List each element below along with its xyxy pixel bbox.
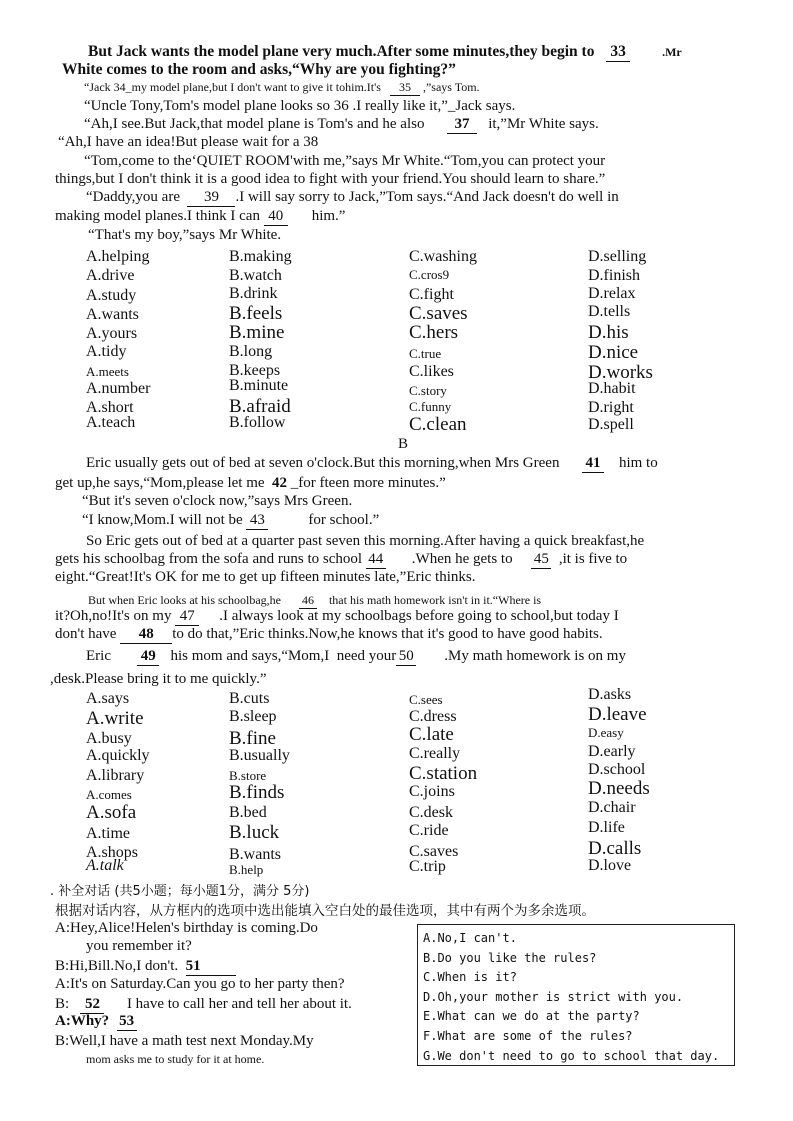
- blank-51: 51: [186, 958, 236, 976]
- passage-b-line-9: it?Oh,no!It's on my 47 .I always look at my schoolbags before going to school,but today I: [55, 608, 619, 624]
- passage-a-line-5: “Ah,I see.But Jack,that model plane is Tom's and he also 37 it,”Mr White says.: [84, 116, 599, 132]
- dialog-line-6: B:Well,I have a math test next Monday.My: [55, 1033, 314, 1049]
- passage-a-line-1: But Jack wants the model plane very much.After some minutes,they begin to 33 .Mr: [88, 43, 682, 60]
- blank-42: 42: [272, 475, 288, 491]
- option-row: A.says B.cuts C.sees D.asks: [86, 686, 632, 707]
- option-row: A.sofa B.bed C.desk D.chair: [86, 799, 636, 823]
- answer-option: B.Do you like the rules?: [423, 950, 597, 965]
- dialog-header: . 补全对话 (共5小题；每小题1分，满分 5分): [50, 884, 310, 899]
- blank-50: 50: [396, 648, 416, 666]
- passage-b-line-3: “But it's seven o'clock now,”says Mrs Green.: [82, 493, 353, 509]
- passage-a-line-6: “Ah,I have an idea!But please wait for a 38: [58, 134, 319, 150]
- option-row: A.talk B.help C.trip D.love: [86, 857, 632, 877]
- option-row: A.time B.luck C.ride D.life: [86, 819, 625, 843]
- passage-b-line-4: “I know,Mom.I will not be 43 for school.”: [82, 512, 380, 528]
- option-row: A.comes B.finds C.joins D.needs: [86, 778, 650, 803]
- blank-44: 44: [366, 551, 386, 569]
- dialog-line-4: B: 52 I have to call her and tell her about it.: [55, 996, 352, 1012]
- passage-a-line-2: White comes to the room and asks,“Why are you fighting?”: [62, 61, 456, 78]
- passage-b-line-8: But when Eric looks at his schoolbag,he 46 that his math homework isn't in it.“Where is: [88, 593, 542, 607]
- blank-48: 48: [120, 626, 172, 644]
- passage-a-line-4: “Uncle Tony,Tom's model plane looks so 36 .I really like it,”_Jack says.: [84, 98, 516, 114]
- dialog-line-1b: you remember it?: [86, 938, 192, 954]
- option-row: A.short B.afraid C.funny D.right: [86, 396, 634, 417]
- passage-b-line-10: don't have 48 to do that,”Eric thinks.Now,he knows that it's good to have good habits.: [55, 626, 603, 642]
- option-row: A.meets B.keeps C.likes D.works: [86, 362, 653, 383]
- passage-b-line-5: So Eric gets out of bed at a quarter past seven this morning.After having a quick breakfast,he: [86, 533, 645, 549]
- passage-b-line-11: Eric 49 his mom and says,“Mom,I need your 50 .My math homework is on my: [86, 648, 626, 664]
- blank-37: 37: [447, 116, 477, 134]
- option-row: A.shops B.wants C.saves D.calls: [86, 838, 642, 863]
- answer-option: E.What can we do at the party?: [423, 1009, 640, 1024]
- dialog-instruction: 根据对话内容，从方框内的选项中选出能填入空白处的最佳选项，其中有两个为多余选项。: [55, 903, 595, 919]
- passage-b-line-7: eight.“Great!It's OK for me to get up fifteen minutes late,”Eric thinks.: [55, 569, 476, 585]
- blank-49: 49: [137, 648, 159, 666]
- option-row: A.busy B.fine C.late D.easy: [86, 724, 624, 749]
- blank-52: 52: [80, 996, 104, 1014]
- blank-39: 39: [187, 189, 235, 207]
- blank-47: 47: [175, 608, 199, 626]
- blank-33: 33: [606, 43, 630, 62]
- option-row: A.drive B.watch C.cros9 D.finish: [86, 267, 640, 284]
- passage-a-line-10: making model planes.I think I can 40 him.”: [55, 208, 346, 224]
- passage-a-line-3: “Jack 34_my model plane,but I don't want to give it tohim.It's 35 ,”says Tom.: [84, 80, 480, 94]
- passage-b-line-1: Eric usually gets out of bed at seven o'clock.But this morning,when Mrs Green 41 him to: [86, 455, 658, 471]
- answer-option: F.What are some of the rules?: [423, 1028, 633, 1043]
- option-row: A.quickly B.usually C.really D.early: [86, 743, 636, 764]
- answer-options-box: [417, 924, 735, 1066]
- blank-46: 46: [299, 593, 317, 609]
- passage-a-line-7: “Tom,come to the‘QUIET ROOM'with me,”says Mr White.“Tom,you can protect your: [84, 153, 606, 169]
- dialog-line-1: A:Hey,Alice!Helen's birthday is coming.Do: [55, 920, 318, 936]
- option-row: A.tidy B.long C.true D.nice: [86, 342, 639, 363]
- option-row: A.teach B.follow C.clean D.spell: [86, 414, 634, 435]
- answer-option: D.Oh,your mother is strict with you.: [423, 989, 684, 1004]
- blank-45: 45: [531, 551, 551, 569]
- option-row: A.yours B.mine C.hers D.his: [86, 322, 629, 343]
- blank-40: 40: [264, 208, 288, 226]
- answer-option: C.When is it?: [423, 970, 517, 985]
- blank-53: 53: [117, 1013, 137, 1031]
- option-row: A.write B.sleep C.dress D.leave: [86, 704, 647, 729]
- answer-option: G.We don't need to go to school that day.: [423, 1048, 720, 1063]
- passage-a-line-9: “Daddy,you are 39 .I will say sorry to Jack,”Tom says.“And Jack doesn't do well in: [86, 189, 619, 205]
- passage-a-line-8: things,but I don't think it is a good idea to fight with your friend.You should learn to share.”: [55, 171, 606, 187]
- passage-a-line-11: “That's my boy,”says Mr White.: [88, 227, 282, 243]
- passage-b-line-2: get up,he says,“Mom,please let me 42 _for fteen more minutes.”: [55, 475, 446, 491]
- dialog-line-6b: mom asks me to study for it at home.: [86, 1052, 265, 1066]
- option-row: A.helping B.making C.washing D.selling: [86, 248, 647, 265]
- option-row: A.wants B.feels C.saves D.tells: [86, 303, 631, 324]
- blank-41: 41: [582, 455, 604, 473]
- option-row: A.study B.drink C.fight D.relax: [86, 285, 636, 304]
- dialog-line-3: A:It's on Saturday.Can you go to her party then?: [55, 976, 345, 992]
- dialog-line-5: A:Why? 53: [55, 1013, 137, 1031]
- section-b-heading: B: [398, 436, 409, 452]
- blank-43: 43: [246, 512, 268, 530]
- dialog-line-2: B:Hi,Bill.No,I don't. 51: [55, 958, 236, 976]
- blank-35: 35: [390, 80, 420, 96]
- passage-b-line-6: gets his schoolbag from the sofa and runs to school 44 .When he gets to 45 ,it is five to: [55, 551, 628, 567]
- passage-b-line-12: ,desk.Please bring it to me quickly.”: [50, 671, 267, 687]
- option-row: A.library B.store C.station D.school: [86, 761, 646, 784]
- option-row: A.number B.minute C.story D.habit: [86, 377, 636, 398]
- answer-option: A.No,I can't.: [423, 931, 517, 945]
